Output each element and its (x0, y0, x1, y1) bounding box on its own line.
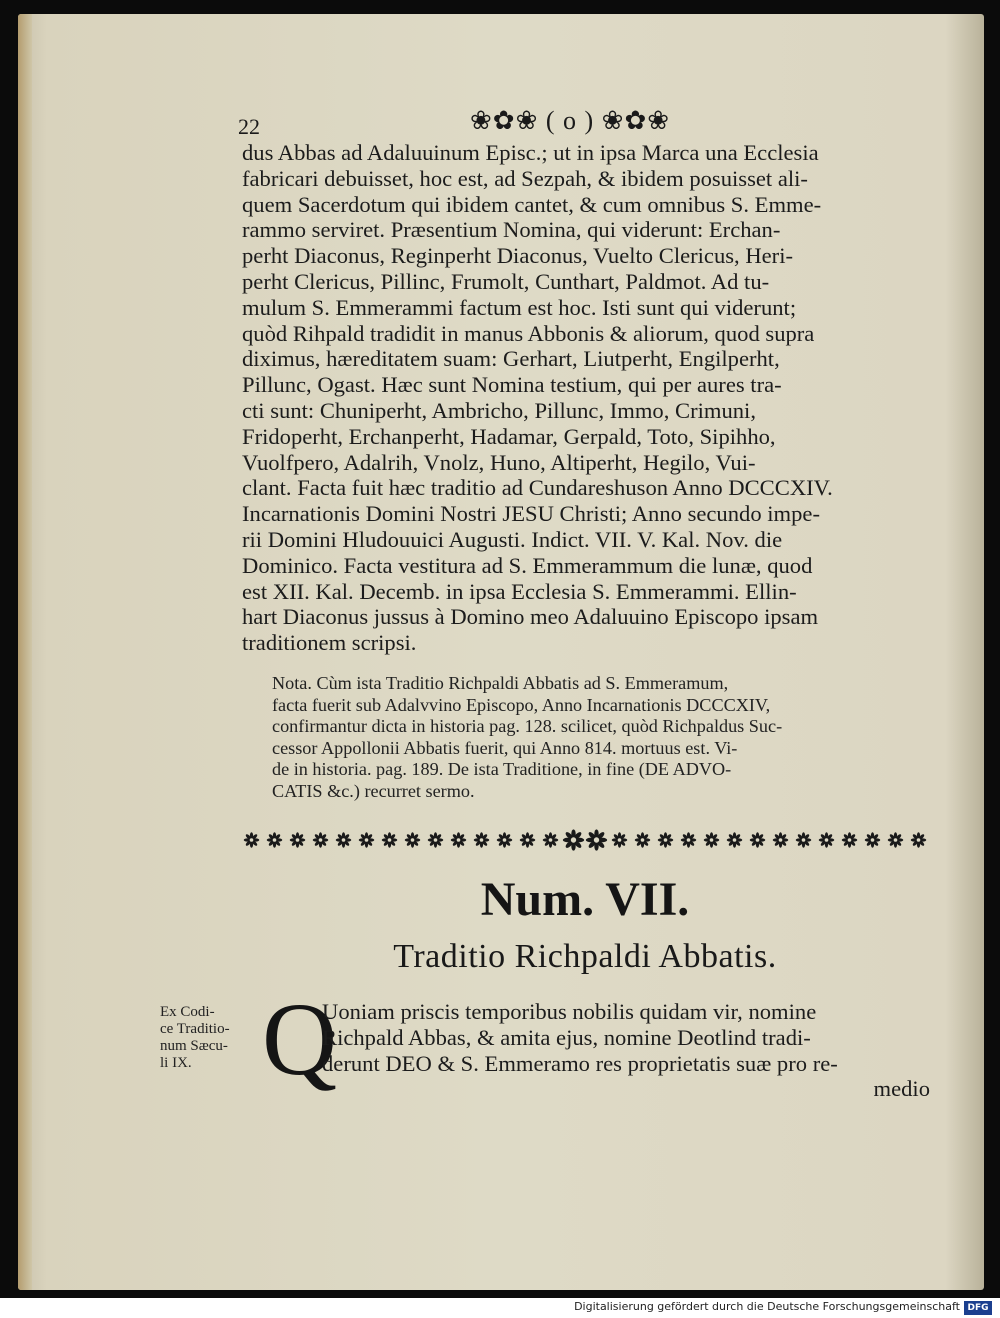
text-line: Richpald Abbas, & amita ejus, nomine Deotlind tradi- (322, 1024, 811, 1050)
text-line: quòd Rihpald tradidit in manus Abbonis & aliorum, quod supra (242, 320, 815, 346)
ornament-flower (911, 832, 927, 848)
text-line: Pillunc, Ogast. Hæc sunt Nomina testium, qui per aures tra- (242, 372, 782, 398)
ornament-flower (796, 832, 812, 848)
funding-credit: Digitalisierung gefördert durch die Deutsche Forschungsgemeinschaft (574, 1300, 960, 1313)
text-line: rii Domini Hludouuici Augusti. Indict. VII. V. Kal. Nov. die (242, 526, 783, 552)
page-gutter-edge (18, 14, 32, 1290)
ornament-flower (359, 832, 375, 848)
ornament-flower (773, 832, 789, 848)
text-line: mulum S. Emmerammi factum est hoc. Isti sunt qui viderunt; (242, 294, 797, 320)
nota-line: de in historia. pag. 189. De ista Traditione, in fine (DE ADVO- (272, 759, 732, 779)
text-line: perht Clericus, Pillinc, Frumolt, Cunthart, Paldmot. Ad tu- (242, 268, 770, 294)
text-line: dus Abbas ad Adaluuinum Episc.; ut in ipsa Marca una Ecclesia (242, 140, 819, 165)
text-line: Dominico. Facta vestitura ad S. Emmerammum die lunæ, quod (242, 552, 813, 578)
ornament-flower (865, 832, 881, 848)
ornament-flower (612, 832, 628, 848)
ornament-flower (244, 832, 260, 848)
text-line: derunt DEO & S. Emmeramo res proprietatis suæ pro re- (322, 1050, 838, 1076)
text-line: Vuolfpero, Adalrih, Vnolz, Huno, Altiperht, Hegilo, Vui- (242, 449, 756, 475)
ornament-flower (405, 832, 421, 848)
text-line: diximus, hæreditatem suam: Gerhart, Liutperht, Engilperht, (242, 346, 780, 372)
nota-line: confirmantur dicta in historia pag. 128. scilicet, quòd Richpaldus Suc- (272, 716, 783, 736)
ornament-flower (658, 832, 674, 848)
text-line: quem Sacerdotum qui ibidem cantet, & cum omnibus S. Emme- (242, 191, 822, 217)
nota-line: CATIS &c.) recurret sermo. (272, 780, 475, 801)
text-line: hart Diaconus jussus à Domino meo Adaluuino Episcopo ipsam (242, 604, 819, 630)
text-line: cti sunt: Chuniperht, Ambricho, Pillunc, Immo, Crimuni, (242, 397, 756, 423)
text-line: traditionem scripsi. (242, 630, 417, 656)
ornament-flower (267, 832, 283, 848)
text-line: Incarnationis Domini Nostri JESU Christi; Anno secundo impe- (242, 501, 820, 527)
margin-note (160, 1004, 260, 1072)
nota-line: facta fuerit sub Adalvvino Episcopo, Anno Incarnationis DCCCXIV, (272, 694, 771, 715)
text-line: rammo serviret. Præsentium Nomina, qui viderunt: Erchan- (242, 217, 781, 243)
nota-block (272, 673, 928, 802)
page-number: 22 (238, 114, 260, 139)
nota-line: Nota. Cùm ista Traditio Richpaldi Abbatis ad S. Emmeramum, (272, 673, 729, 693)
header-ornament: ❀✿❀ ( o ) ❀✿❀ (470, 106, 671, 135)
ornament-flower (290, 832, 306, 848)
ornament-flower (704, 832, 720, 848)
closing-text-block (322, 999, 930, 1076)
ornament-flower (586, 829, 607, 850)
section-title: Traditio Richpaldi Abbatis. (393, 938, 777, 975)
ornament-flower (635, 832, 651, 848)
ornament-flower (563, 829, 584, 850)
ornament-flower (819, 832, 835, 848)
ornament-flower (382, 832, 398, 848)
catchword: medio (873, 1076, 930, 1101)
ornament-flower (681, 832, 697, 848)
ornament-svg (240, 820, 930, 860)
nota-line: cessor Appollonii Abbatis fuerit, qui Anno 814. mortuus est. Vi- (272, 737, 738, 758)
dfg-logo: DFG (964, 1301, 992, 1315)
text-line: est XII. Kal. Decemb. in ipsa Ecclesia S. Emmerammi. Ellin- (242, 578, 797, 604)
text-line: Uoniam priscis temporibus nobilis quidam vir, nomine (322, 999, 817, 1024)
ornament-flower (428, 832, 444, 848)
ornament-flower (497, 832, 513, 848)
ornament-flower (451, 832, 467, 848)
text-line: Fridoperht, Erchanperht, Hadamar, Gerpald, Toto, Sipihho, (242, 423, 776, 449)
ornament-flower (474, 832, 490, 848)
margin-note-line: Ex Codi- (160, 1004, 215, 1020)
ornament-flower (750, 832, 766, 848)
margin-note-line: num Sæcu- (160, 1038, 228, 1054)
ornament-flower (727, 832, 743, 848)
text-line: fabricari debuisset, hoc est, ad Sezpah, & ibidem posuisset ali- (242, 165, 808, 191)
margin-note-line: li IX. (160, 1055, 192, 1071)
ornament-flower (842, 832, 858, 848)
ornamental-divider (240, 820, 930, 860)
text-line: perht Diaconus, Reginperht Diaconus, Vuelto Clericus, Heri- (242, 243, 794, 269)
margin-note-line: ce Traditio- (160, 1021, 230, 1037)
ornament-flower (888, 832, 904, 848)
main-text-block (242, 140, 930, 656)
section-number: Num. VII. (480, 873, 690, 926)
ornament-flower (336, 832, 352, 848)
ornament-flower (313, 832, 329, 848)
drop-cap: Q (262, 982, 338, 1097)
text-line: clant. Facta fuit hæc traditio ad Cundareshuson Anno DCCCXIV. (242, 475, 833, 501)
ornament-flower (543, 832, 559, 848)
running-header (238, 106, 938, 140)
ornament-flower (520, 832, 536, 848)
